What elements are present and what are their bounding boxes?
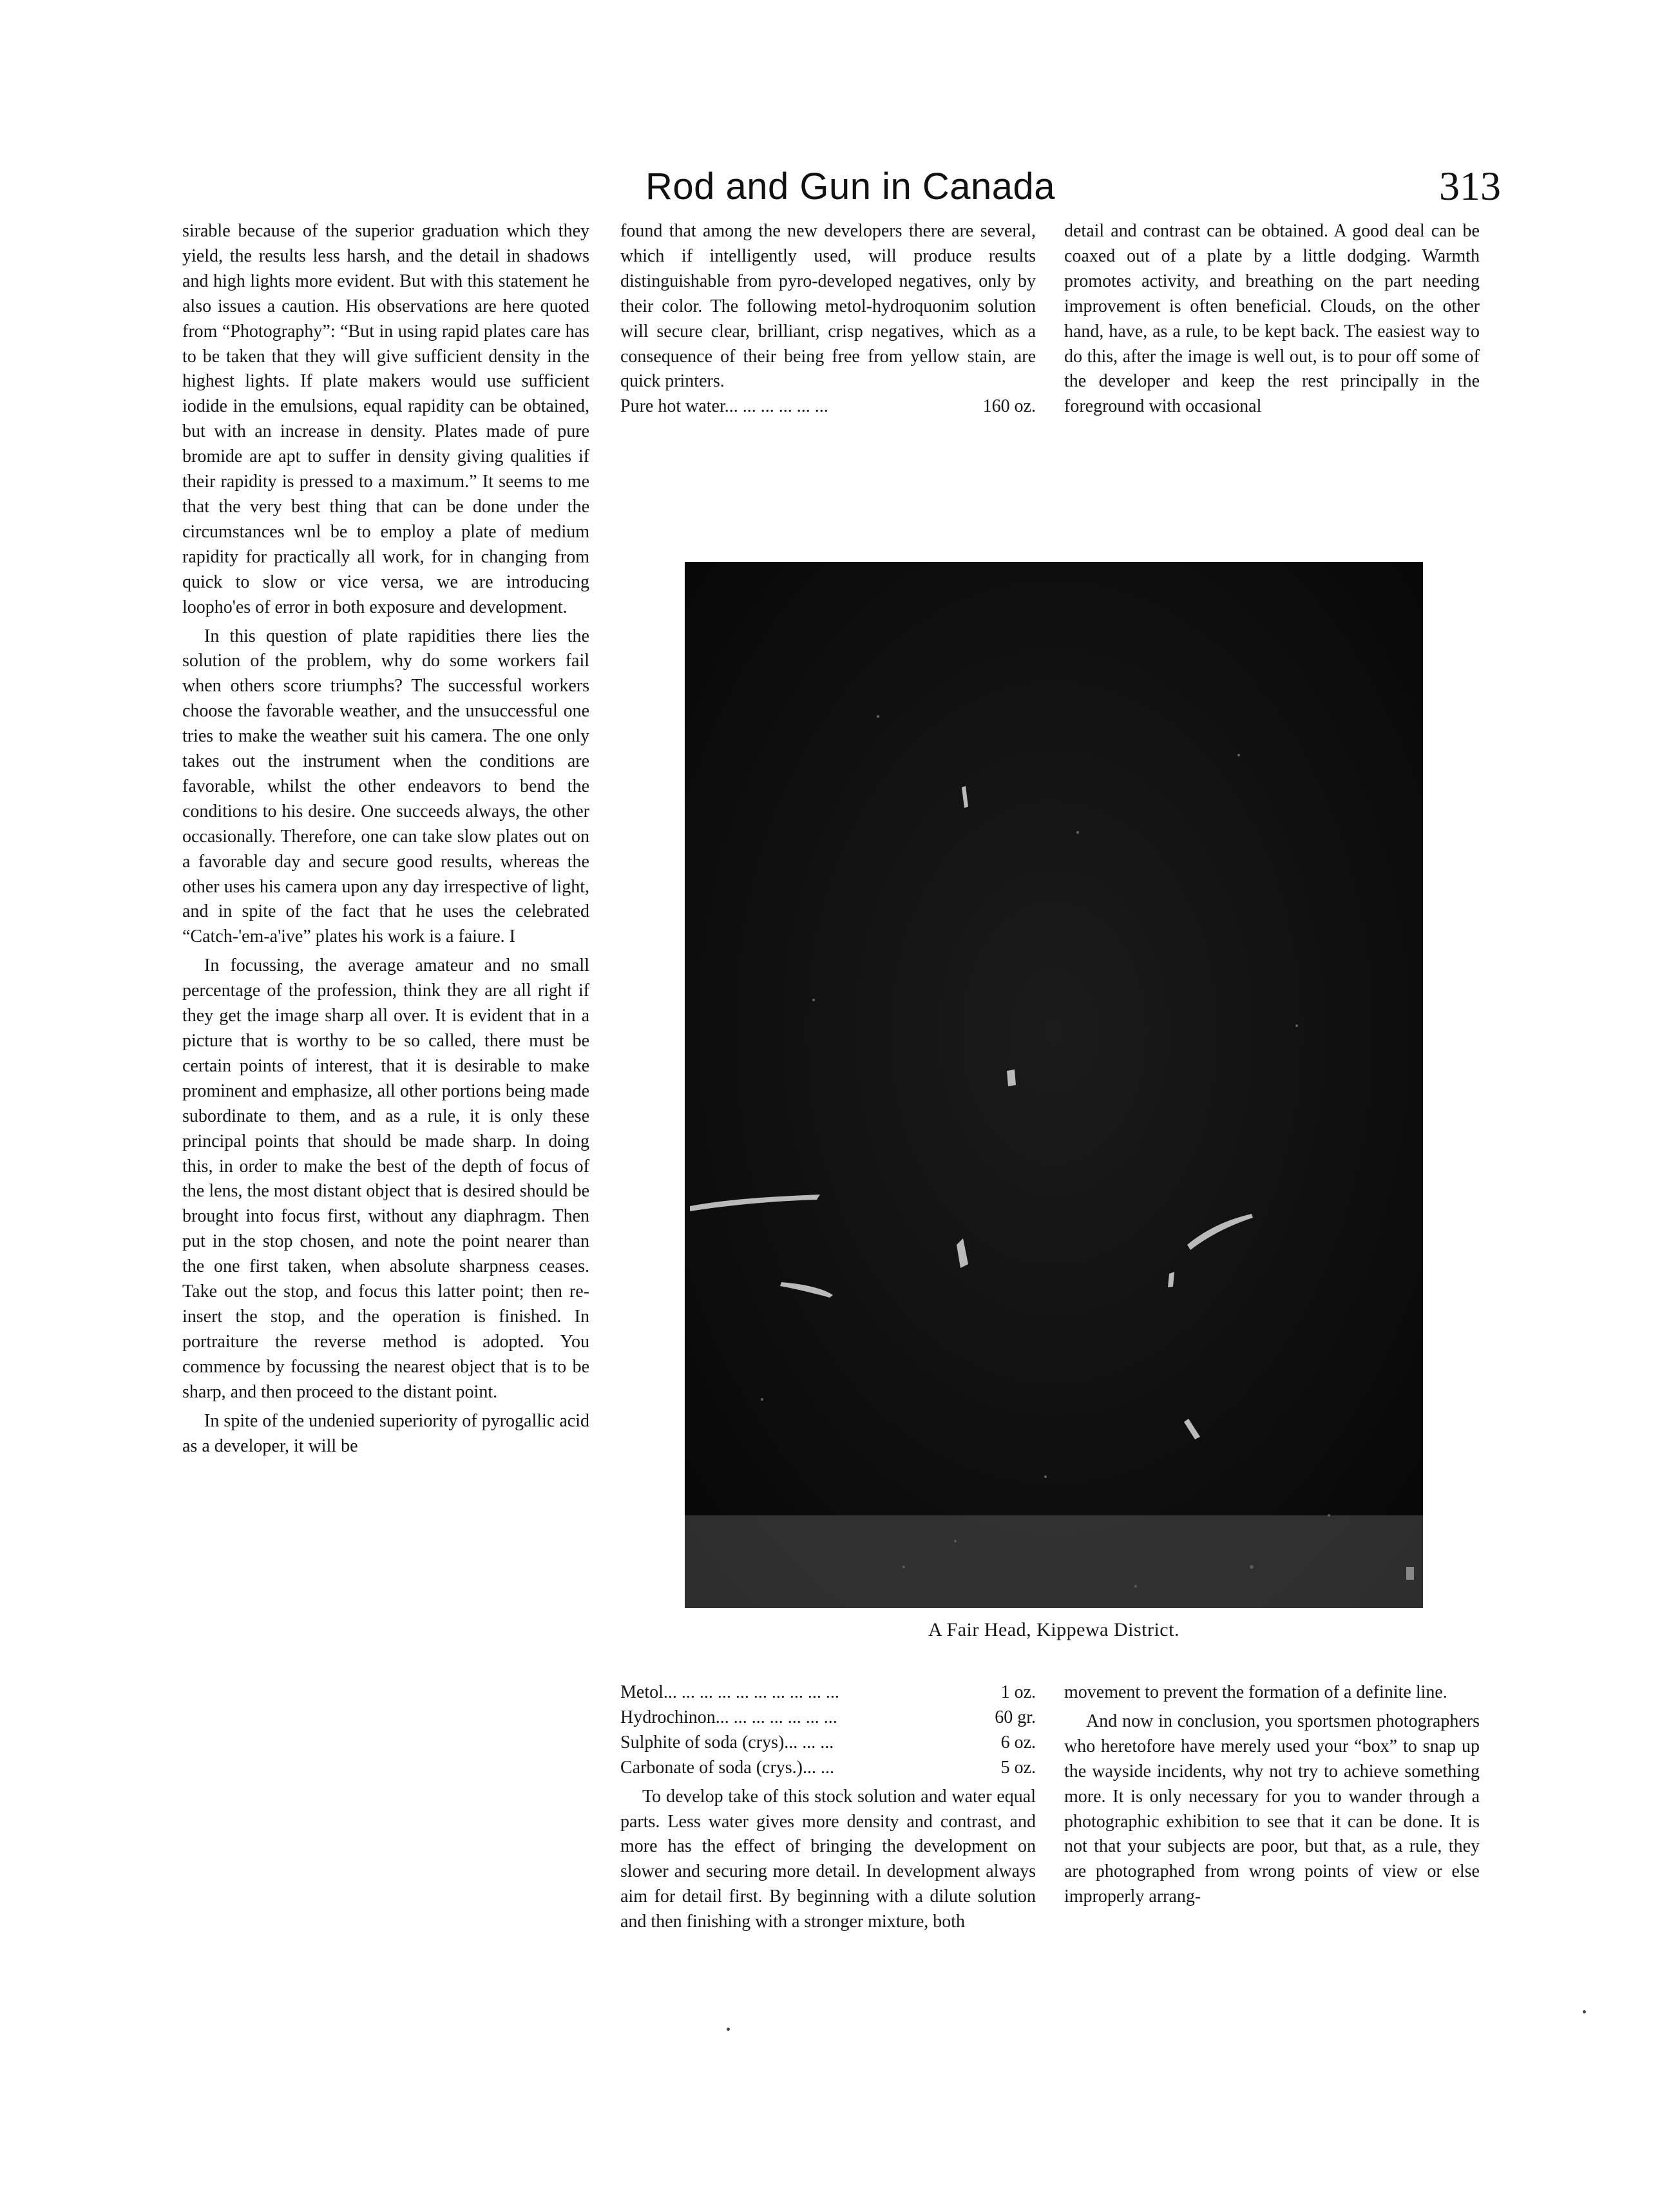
formula-ingredient: Metol... ... ... ... ... ... ... ... ... ... — [620, 1682, 839, 1702]
formula-amount: 60 gr. — [995, 1707, 1036, 1727]
paragraph: To develop take of this stock solution and water equal parts. Less water gives more density and contrast, and more has the effect of bringing the development on slower and securing more detail. In development always aim for detail first. By beginning with a dilute solution and then finishing with a stronger mixture, both — [620, 1786, 1036, 1932]
right-column-bottom — [1064, 1680, 1480, 1910]
paragraph: found that among the new developers there are several, which if intelligently used, will produce results distinguishable from pyro-developed negatives, only by their color. The following metol-hydroquonim solution will secure clear, brilliant, crisp negatives, which as a consequence of their being free from yellow stain, are quick printers. — [620, 221, 1036, 392]
formula-ingredient: Pure hot water... ... ... ... ... ... — [620, 396, 828, 417]
formula-ingredient: Carbonate of soda (crys.)... ... — [620, 1757, 835, 1778]
formula-ingredient: Sulphite of soda (crys)... ... ... — [620, 1732, 834, 1752]
formula-amount: 1 oz. — [1000, 1682, 1036, 1702]
middle-column-top — [620, 219, 1036, 419]
formula-ingredient: Hydrochinon... ... ... ... ... ... ... — [620, 1707, 837, 1727]
left-column — [182, 219, 589, 1459]
print-speck — [1583, 2010, 1586, 2013]
paragraph: detail and contrast can be obtained. A good deal can be coaxed out of a plate by a little dodging. Warmth promotes activity, and breathing on the part needing improvement is often beneficial. Clouds, on the other hand, have, as a rule, to be kept back. The easiest way to do this, after the image is well out, is to pour off some of the developer and keep the rest principally in the foreground with occasional — [1064, 221, 1480, 417]
formula-amount: 6 oz. — [1000, 1732, 1036, 1752]
paragraph: movement to prevent the formation of a definite line. — [1064, 1682, 1447, 1702]
paragraph: In focussing, the average amateur and no small percentage of the profession, think they are all right if they get the image sharp all over. It is evident that in a picture that is worthy to be so called, there must be certain points of interest, that it is desirable to make prominent and emphasize, all other portions being made subordinate to them, and as a rule, it is only these principal points that should be made sharp. In doing this, in order to make the best of the depth of focus of the lens, the most distant object that is desired should be brought into focus first, without any diaphragm. Then put in the stop chosen, and note the point nearer than the one first taken, when absolute sharpness ceases. Take out the stop, and focus this latter point; then re-insert the stop, and the operation is finished. In portraiture the reverse method is adopted. You commence by focussing the nearest object that is to be sharp, and then proceed to the distant point. — [182, 955, 589, 1402]
middle-column-bottom — [620, 1680, 1036, 1935]
formula-amount: 5 oz. — [1000, 1757, 1036, 1778]
right-column-top — [1064, 219, 1480, 419]
paragraph: sirable because of the superior graduation which they yield, the results less harsh, and the detail in shadows and high lights more evident. But with this statement he also issues a caution. His observations are here quoted from “Photography”: “But in using rapid plates care has to be taken that they will give sufficient density in the highest lights. If plate makers would use sufficient iodide in the emulsions, equal rapidity can be obtained, but with an increase in density. Plates made of pure bromide are apt to suffer in density giving qualities if their rapidity is pressed to a maximum.” It seems to me that the very best thing that can be done under the circumstances wnl be to employ a plate of medium rapidity for practically all work, for in changing from quick to slow or vice versa, we are introducing loopho'es of error in both exposure and development. — [182, 221, 589, 617]
formula-row — [620, 394, 1036, 419]
formula-row — [620, 1705, 1036, 1731]
formula-row — [620, 1731, 1036, 1756]
photograph-image — [685, 562, 1423, 1608]
paragraph: In this question of plate rapidities there lies the solution of the problem, why do some workers fail when others score triumphs? The successful workers choose the favorable weather, and the unsuccessful one tries to make the weather suit his camera. The one only takes out the instrument when the conditions are favorable, whilst the other endeavors to bend the conditions to his desire. One succeeds always, the other occasionally. Therefore, one can take slow plates out on a favorable day and secure good results, whereas the other uses his camera upon any day irrespective of light, and in spite of the fact that he uses the celebrated “Catch-'em-a'ive” plates his work is a faiure. I — [182, 626, 589, 947]
print-speck — [727, 2028, 730, 2031]
paragraph: And now in conclusion, you sportsmen photographers who heretofore have merely used your “box” to snap up the wayside incidents, why not try to achieve something more. It is only necessary for you to wander through a photographic exhibition to see that it can be done. It is not that your subjects are poor, but that, as a rule, they are photographed from wrong points of view or else improperly arrang- — [1064, 1711, 1480, 1907]
formula-amount: 160 oz. — [982, 396, 1036, 417]
formula-row — [620, 1756, 1036, 1781]
photograph — [685, 562, 1423, 1608]
photo-caption: A Fair Head, Kippewa District. — [928, 1619, 1179, 1640]
page-number: 313 — [1439, 163, 1501, 209]
formula-row — [620, 1680, 1036, 1705]
developer-formula — [620, 1680, 1036, 1781]
page-header-title: Rod and Gun in Canada — [645, 166, 1056, 207]
paragraph: In spite of the undenied superiority of pyrogallic acid as a developer, it will be — [182, 1410, 589, 1456]
